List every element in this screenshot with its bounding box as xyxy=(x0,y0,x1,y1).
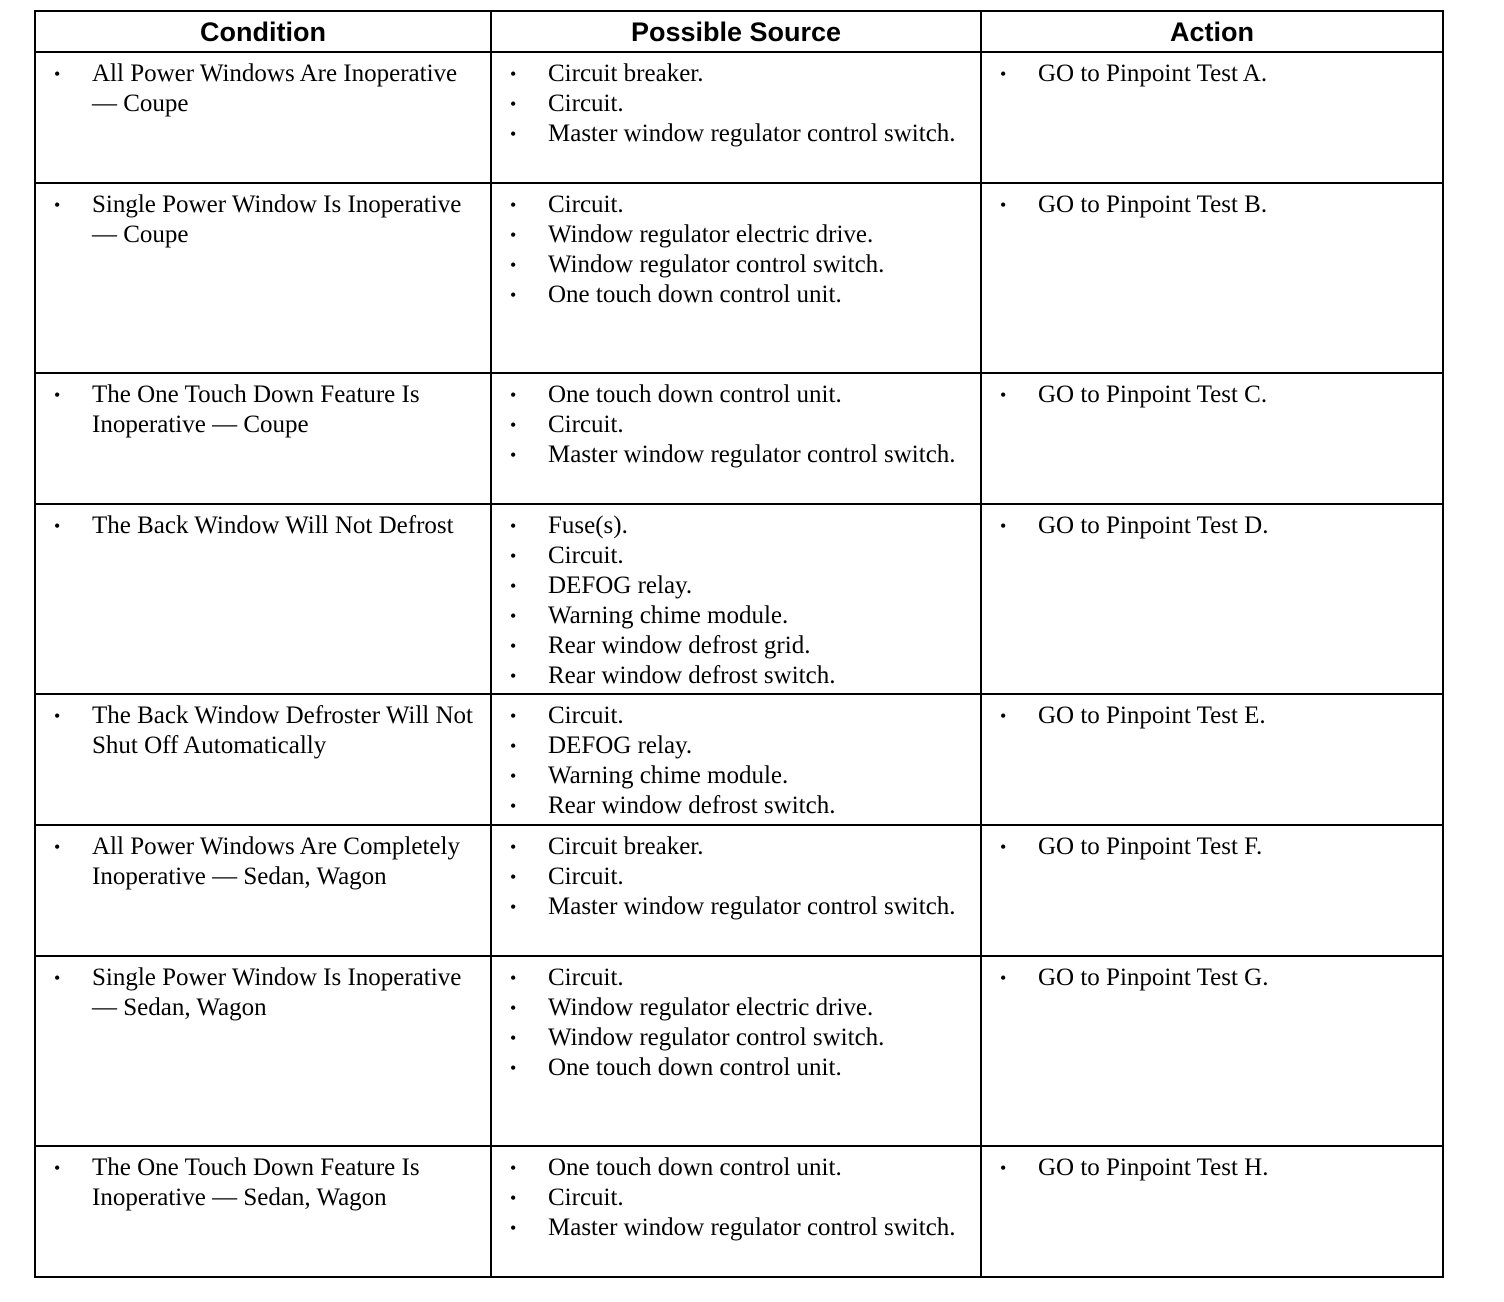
sources-list xyxy=(498,190,972,310)
source-item: • One touch down control unit. xyxy=(498,1053,972,1083)
source-item: • Window regulator electric drive. xyxy=(498,993,972,1023)
sources-list xyxy=(498,511,972,691)
action-item: • GO to Pinpoint Test B. xyxy=(988,190,1434,220)
action-item: • GO to Pinpoint Test E. xyxy=(988,701,1434,731)
possible-source-cell xyxy=(491,825,981,956)
action-list xyxy=(988,511,1434,541)
action-list xyxy=(988,59,1434,89)
header-action: Action xyxy=(981,11,1443,52)
source-item: • DEFOG relay. xyxy=(498,731,972,761)
source-item: • Circuit. xyxy=(498,89,972,119)
possible-source-cell xyxy=(491,504,981,694)
source-item: • Master window regulator control switch. xyxy=(498,1213,972,1243)
source-item: • Rear window defrost switch. xyxy=(498,791,972,821)
source-item: • Circuit. xyxy=(498,190,972,220)
condition-cell xyxy=(35,694,491,825)
table-row xyxy=(35,825,1443,956)
action-item: • GO to Pinpoint Test A. xyxy=(988,59,1434,89)
source-item: • Circuit breaker. xyxy=(498,832,972,862)
table-row xyxy=(35,694,1443,825)
condition-cell xyxy=(35,373,491,504)
source-item: • Master window regulator control switch. xyxy=(498,119,972,149)
condition-text: • Single Power Window Is Inoperative — Coupe xyxy=(42,190,482,250)
action-cell xyxy=(981,956,1443,1146)
possible-source-cell xyxy=(491,1146,981,1277)
source-item: • One touch down control unit. xyxy=(498,380,972,410)
sources-list xyxy=(498,963,972,1083)
action-list xyxy=(988,1153,1434,1183)
sources-list xyxy=(498,701,972,821)
header-row xyxy=(35,11,1443,52)
source-item: • Window regulator electric drive. xyxy=(498,220,972,250)
condition-text: • The One Touch Down Feature Is Inoperative — Sedan, Wagon xyxy=(42,1153,482,1213)
action-list xyxy=(988,380,1434,410)
possible-source-cell xyxy=(491,373,981,504)
source-item: • Window regulator control switch. xyxy=(498,1023,972,1053)
action-cell xyxy=(981,504,1443,694)
action-item: • GO to Pinpoint Test H. xyxy=(988,1153,1434,1183)
table-row xyxy=(35,1146,1443,1277)
table-row xyxy=(35,956,1443,1146)
action-cell xyxy=(981,825,1443,956)
condition-list xyxy=(42,1153,482,1213)
condition-cell xyxy=(35,183,491,373)
condition-list xyxy=(42,963,482,1023)
action-cell xyxy=(981,373,1443,504)
sources-list xyxy=(498,59,972,149)
action-cell xyxy=(981,694,1443,825)
possible-source-cell xyxy=(491,694,981,825)
source-item: • Circuit. xyxy=(498,862,972,892)
action-item: • GO to Pinpoint Test G. xyxy=(988,963,1434,993)
table-row xyxy=(35,373,1443,504)
possible-source-cell xyxy=(491,956,981,1146)
source-item: • Window regulator control switch. xyxy=(498,250,972,280)
action-list xyxy=(988,701,1434,731)
condition-list xyxy=(42,701,482,761)
condition-list xyxy=(42,190,482,250)
action-list xyxy=(988,963,1434,993)
source-item: • Rear window defrost switch. xyxy=(498,661,972,691)
condition-list xyxy=(42,511,482,541)
sources-list xyxy=(498,832,972,922)
condition-cell xyxy=(35,956,491,1146)
condition-cell xyxy=(35,825,491,956)
header-possible-source: Possible Source xyxy=(491,11,981,52)
source-item: • Rear window defrost grid. xyxy=(498,631,972,661)
source-item: • Circuit. xyxy=(498,963,972,993)
source-item: • Warning chime module. xyxy=(498,761,972,791)
action-item: • GO to Pinpoint Test D. xyxy=(988,511,1434,541)
condition-cell xyxy=(35,504,491,694)
action-item: • GO to Pinpoint Test C. xyxy=(988,380,1434,410)
condition-cell xyxy=(35,1146,491,1277)
diagnosis-table xyxy=(34,10,1444,1278)
condition-text: • The One Touch Down Feature Is Inoperative — Coupe xyxy=(42,380,482,440)
condition-cell xyxy=(35,52,491,183)
source-item: • Fuse(s). xyxy=(498,511,972,541)
source-item: • One touch down control unit. xyxy=(498,280,972,310)
source-item: • DEFOG relay. xyxy=(498,571,972,601)
action-cell xyxy=(981,1146,1443,1277)
source-item: • Circuit. xyxy=(498,541,972,571)
table-row xyxy=(35,183,1443,373)
condition-list xyxy=(42,832,482,892)
condition-text: • The Back Window Will Not Defrost xyxy=(42,511,482,541)
source-item: • Master window regulator control switch. xyxy=(498,892,972,922)
source-item: • Circuit. xyxy=(498,1183,972,1213)
action-item: • GO to Pinpoint Test F. xyxy=(988,832,1434,862)
source-item: • Circuit breaker. xyxy=(498,59,972,89)
sources-list xyxy=(498,1153,972,1243)
condition-list xyxy=(42,380,482,440)
condition-text: • Single Power Window Is Inoperative — Sedan, Wagon xyxy=(42,963,482,1023)
sources-list xyxy=(498,380,972,470)
table-row xyxy=(35,504,1443,694)
action-list xyxy=(988,832,1434,862)
possible-source-cell xyxy=(491,52,981,183)
table-body xyxy=(35,52,1443,1277)
action-cell xyxy=(981,183,1443,373)
condition-text: • All Power Windows Are Inoperative — Coupe xyxy=(42,59,482,119)
condition-list xyxy=(42,59,482,119)
action-cell xyxy=(981,52,1443,183)
condition-text: • The Back Window Defroster Will Not Shut Off Automatically xyxy=(42,701,482,761)
source-item: • Master window regulator control switch. xyxy=(498,440,972,470)
possible-source-cell xyxy=(491,183,981,373)
source-item: • Warning chime module. xyxy=(498,601,972,631)
source-item: • One touch down control unit. xyxy=(498,1153,972,1183)
table-row xyxy=(35,52,1443,183)
source-item: • Circuit. xyxy=(498,410,972,440)
source-item: • Circuit. xyxy=(498,701,972,731)
action-list xyxy=(988,190,1434,220)
header-condition: Condition xyxy=(35,11,491,52)
condition-text: • All Power Windows Are Completely Inoperative — Sedan, Wagon xyxy=(42,832,482,892)
